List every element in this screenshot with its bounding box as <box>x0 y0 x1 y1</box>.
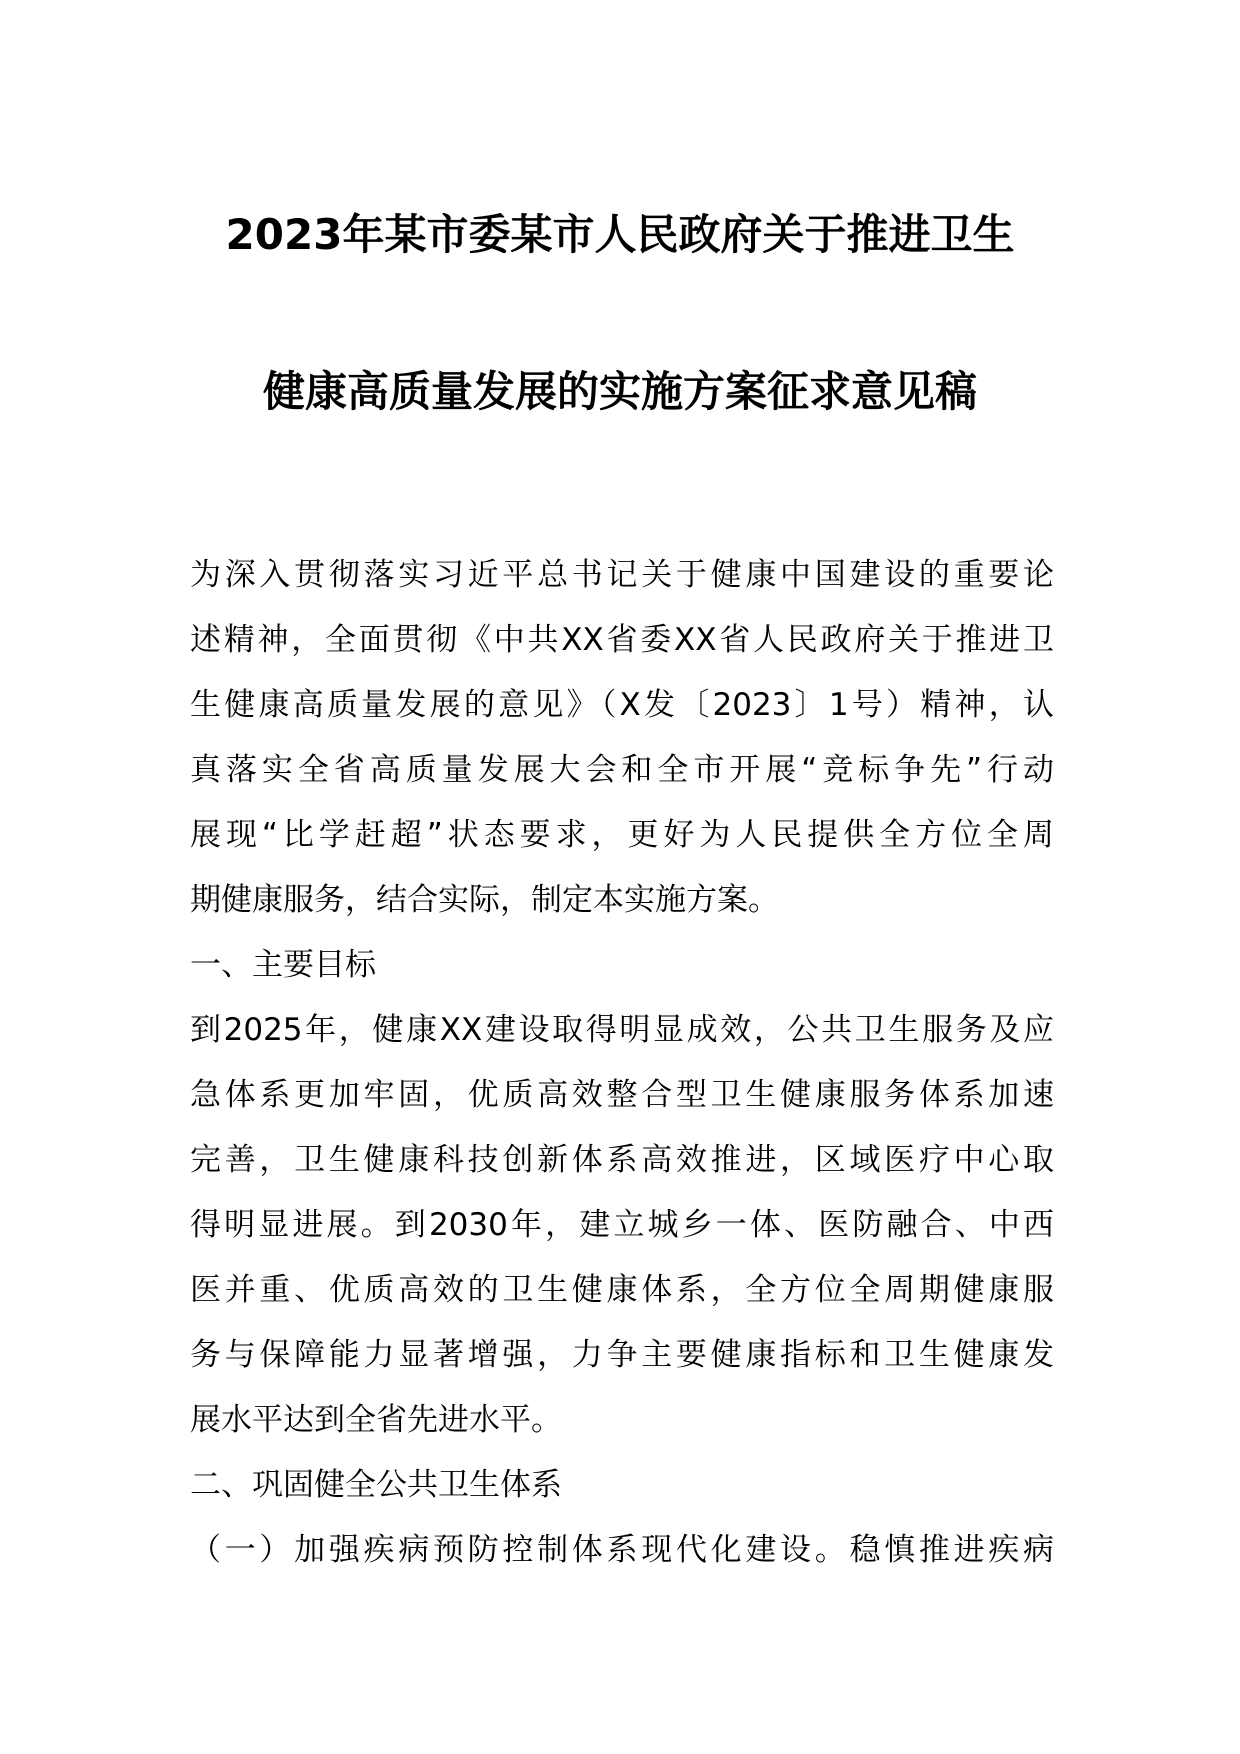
subsection-line: （一）加强疾病预防控制体系现代化建设。稳慎推进疾病 <box>190 1532 1054 1568</box>
paragraph-line: 务与保障能力显著增强，力争主要健康指标和卫生健康发 <box>190 1337 1054 1373</box>
paragraph-line: 期健康服务，结合实际，制定本实施方案。 <box>190 882 779 918</box>
paragraph-line: 到2025年，健康XX建设取得明显成效，公共卫生服务及应 <box>190 1012 1054 1048</box>
paragraph-line: 真落实全省高质量发展大会和全市开展“竞标争先”行动 <box>190 752 1054 788</box>
section-heading-2: 二、巩固健全公共卫生体系 <box>190 1467 562 1503</box>
paragraph-line: 为深入贯彻落实习近平总书记关于健康中国建设的重要论 <box>190 557 1054 593</box>
paragraph-line: 得明显进展。到2030年，建立城乡一体、医防融合、中西 <box>190 1207 1054 1243</box>
document-body <box>190 543 1054 1583</box>
document-title-line-2: 健康高质量发展的实施方案征求意见稿 <box>262 367 977 416</box>
paragraph-line: 述精神，全面贯彻《中共XX省委XX省人民政府关于推进卫 <box>190 622 1054 658</box>
paragraph-line: 急体系更加牢固，优质高效整合型卫生健康服务体系加速 <box>190 1077 1054 1113</box>
paragraph-line: 完善，卫生健康科技创新体系高效推进，区域医疗中心取 <box>190 1142 1054 1178</box>
paragraph-line: 生健康高质量发展的意见》（X发〔2023〕1号）精神，认 <box>190 687 1054 723</box>
document-title-line-1: 2023年某市委某市人民政府关于推进卫生 <box>225 210 1015 259</box>
paragraph-line: 展现“比学赶超”状态要求，更好为人民提供全方位全周 <box>190 817 1054 853</box>
section-heading-1: 一、主要目标 <box>190 947 376 983</box>
paragraph-line: 展水平达到全省先进水平。 <box>190 1402 562 1438</box>
paragraph-line: 医并重、优质高效的卫生健康体系，全方位全周期健康服 <box>190 1272 1054 1308</box>
